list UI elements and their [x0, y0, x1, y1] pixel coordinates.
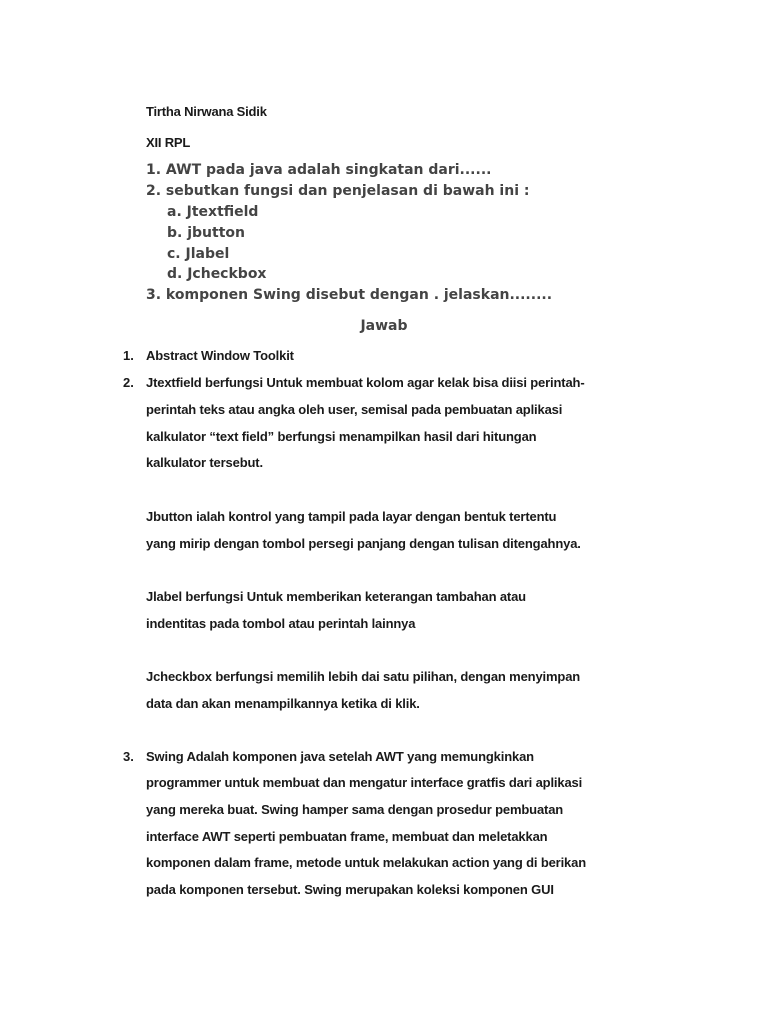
answer-3-line: komponen dalam frame, metode untuk melakukan action yang di berikan: [146, 855, 587, 870]
jlabel-line: Jlabel berfungsi Untuk memberikan keterangan tambahan atau: [146, 589, 526, 604]
answer-1-number: 1.: [123, 348, 134, 363]
question-2-item-c: c. Jlabel: [167, 246, 230, 262]
answer-2-line: perintah teks atau angka oleh user, semisal pada pembuatan aplikasi: [146, 402, 563, 417]
answer-2-line: kalkulator tersebut.: [146, 455, 263, 470]
question-3: 3. komponen Swing disebut dengan . jelaskan........: [146, 287, 553, 303]
answer-2-number: 2.: [123, 375, 134, 390]
question-1: 1. AWT pada java adalah singkatan dari......: [146, 162, 492, 178]
question-2-item-d: d. Jcheckbox: [167, 266, 267, 282]
jcheckbox-line: data dan akan menampilkannya ketika di klik.: [146, 696, 420, 711]
answer-3-line: interface AWT seperti pembuatan frame, membuat dan meletakkan: [146, 829, 548, 844]
jbutton-line: yang mirip dengan tombol persegi panjang dengan tulisan ditengahnya.: [146, 536, 581, 551]
answer-3-line: Swing Adalah komponen java setelah AWT yang memungkinkan: [146, 749, 534, 764]
answer-1-text: Abstract Window Toolkit: [146, 348, 294, 363]
answer-3-line: programmer untuk membuat dan mengatur interface gratfis dari aplikasi: [146, 775, 583, 790]
answer-3-line: yang mereka buat. Swing hamper sama dengan prosedur pembuatan: [146, 802, 564, 817]
jbutton-line: Jbutton ialah kontrol yang tampil pada layar dengan bentuk tertentu: [146, 509, 557, 524]
question-2: 2. sebutkan fungsi dan penjelasan di bawah ini :: [146, 183, 530, 199]
student-class: XII RPL: [146, 135, 191, 150]
answer-3-number: 3.: [123, 749, 134, 764]
answer-2-line: kalkulator “text field” berfungsi menampilkan hasil dari hitungan: [146, 429, 537, 444]
answer-2-line: Jtextfield berfungsi Untuk membuat kolom agar kelak bisa diisi perintah-: [146, 375, 585, 390]
question-2-item-b: b. jbutton: [167, 225, 245, 241]
question-2-item-a: a. Jtextfield: [167, 204, 259, 220]
jlabel-line: indentitas pada tombol atau perintah lainnya: [146, 616, 416, 631]
student-name: Tirtha Nirwana Sidik: [146, 104, 267, 119]
answers-heading: Jawab: [360, 318, 408, 334]
jcheckbox-line: Jcheckbox berfungsi memilih lebih dai satu pilihan, dengan menyimpan: [146, 669, 581, 684]
answer-3-line: pada komponen tersebut. Swing merupakan koleksi komponen GUI: [146, 882, 554, 897]
